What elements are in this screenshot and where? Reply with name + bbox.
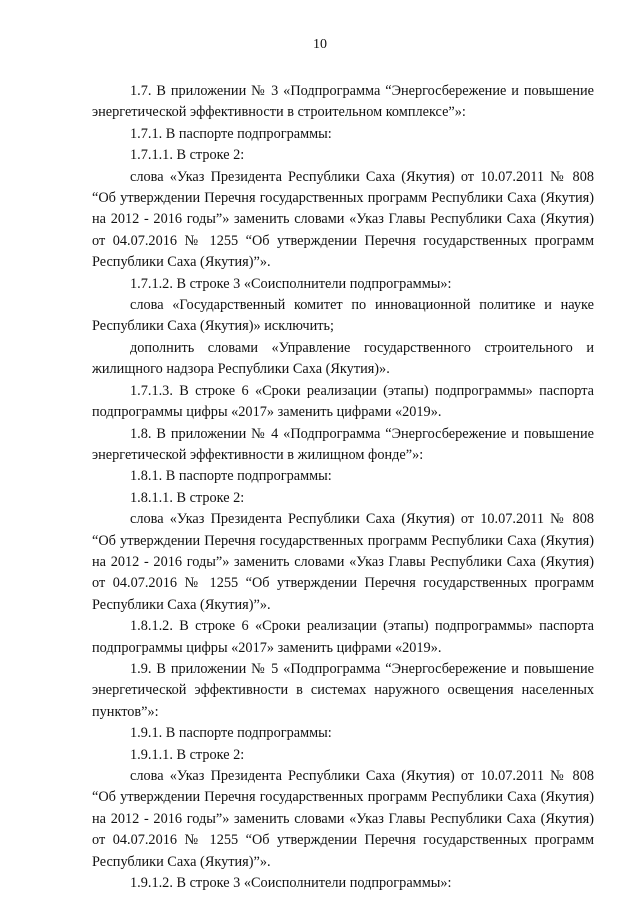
paragraph-1-7-1-2-add: дополнить словами «Управление государственного строительного и жилищного надзора Республики Саха (Якутия)». <box>92 339 594 378</box>
paragraph-1-9: 1.9. В приложении № 5 «Подпрограмма “Энергосбережение и повышение энергетической эффективности в системах наружного освещения населенных пунктов”»: <box>92 660 594 720</box>
paragraph-1-7-1-3: 1.7.1.3. В строке 6 «Сроки реализации (этапы) подпрограммы» паспорта подпрограммы цифры «2017» заменить цифрами «2019». <box>92 382 594 421</box>
paragraph-1-9-1-1: 1.9.1.1. В строке 2: <box>130 746 245 763</box>
paragraph-1-8-1-1-text: слова «Указ Президента Республики Саха (Якутия) от 10.07.2011 № 808 “Об утверждении Перечня государственных программ Республики Саха (Якутия) на 2012 - 2016 годы”» заменить словами «Указ Главы Республики Саха (Якутия) от 04.07.2016 № 1255 “Об утверждении Перечня государственных программ Республики Саха (Якутия)”». <box>92 511 594 613</box>
paragraph-1-7-1-2: 1.7.1.2. В строке 3 «Соисполнители подпрограммы»: <box>130 275 452 292</box>
paragraph-1-8: 1.8. В приложении № 4 «Подпрограмма “Энергосбережение и повышение энергетической эффективности в жилищном фонде”»: <box>92 425 594 463</box>
paragraph-1-7: 1.7. В приложении № 3 «Подпрограмма “Энергосбережение и повышение энергетической эффективности в строительном комплексе”»: <box>92 83 594 121</box>
paragraph-1-8-1: 1.8.1. В паспорте подпрограммы: <box>130 468 332 485</box>
paragraph-1-7-1-1: 1.7.1.1. В строке 2: <box>130 147 245 164</box>
paragraph-1-7-1-1-text: слова «Указ Президента Республики Саха (Якутия) от 10.07.2011 № 808 “Об утверждении Перечня государственных программ Республики Саха (Якутия) на 2012 - 2016 годы”» заменить словами «Указ Главы Республики Саха (Якутия) от 04.07.2016 № 1255 “Об утверждении Перечня государственных программ Республики Саха (Якутия)”». <box>92 168 594 271</box>
paragraph-1-8-1-1: 1.8.1.1. В строке 2: <box>130 489 245 506</box>
paragraph-1-9-1-2: 1.9.1.2. В строке 3 «Соисполнители подпрограммы»: <box>130 875 452 892</box>
paragraph-1-7-1: 1.7.1. В паспорте подпрограммы: <box>130 125 332 142</box>
document-body <box>92 81 594 894</box>
paragraph-1-8-1-2: 1.8.1.2. В строке 6 «Сроки реализации (этапы) подпрограммы» паспорта подпрограммы цифры «2017» заменить цифрами «2019». <box>92 618 594 656</box>
paragraph-1-7-1-2-remove: слова «Государственный комитет по инновационной политике и науке Республики Саха (Якутия)» исключить; <box>92 297 594 335</box>
page-number: 10 <box>313 37 327 52</box>
paragraph-1-9-1: 1.9.1. В паспорте подпрограммы: <box>130 725 332 742</box>
paragraph-1-9-1-1-text: слова «Указ Президента Республики Саха (Якутия) от 10.07.2011 № 808 “Об утверждении Перечня государственных программ Республики Саха (Якутия) на 2012 - 2016 годы”» заменить словами «Указ Главы Республики Саха (Якутия) от 04.07.2016 № 1255 “Об утверждении Перечня государственных программ Республики Саха (Якутия)”». <box>92 768 594 870</box>
